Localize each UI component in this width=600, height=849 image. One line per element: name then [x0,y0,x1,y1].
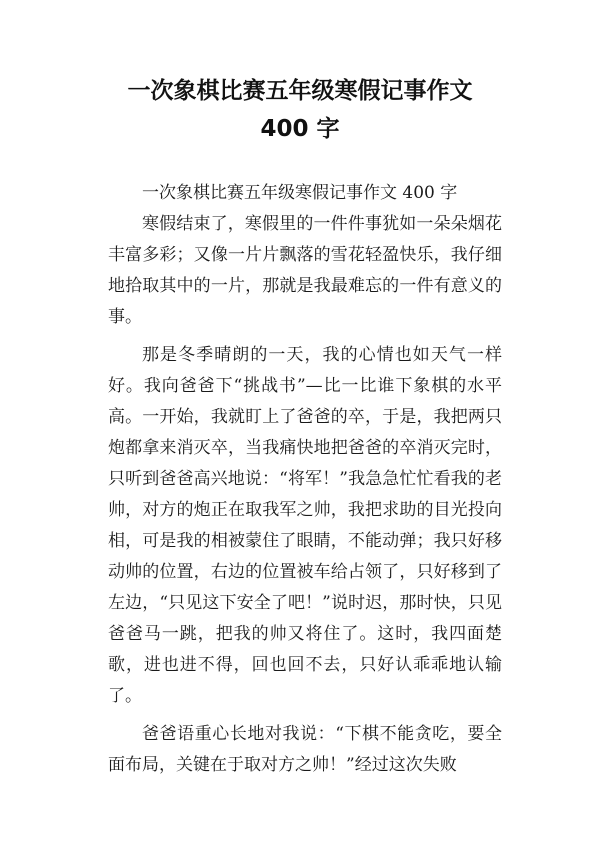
paragraph-subtitle: 一次象棋比赛五年级寒假记事作文 400 字 [142,183,458,203]
paragraph-1: 寒假结束了，寒假里的一件件事犹如一朵朵烟花丰富多彩；又像一片片飘落的雪花轻盈快乐，我仔细地拾取其中的一片，那就是我最难忘的一件有意义的事。 [108,214,502,327]
document-title [0,72,600,148]
paragraph-2: 那是冬季晴朗的一天，我的心情也如天气一样好。我向爸爸下“挑战书”—比一比谁下象棋的水平高。一开始，我就盯上了爸爸的卒，于是，我把两只炮都拿来消灭卒，当我痛快地把爸爸的卒消灭完时，只听到爸爸高兴地说：“将军！”我急急忙忙看我的老帅，对方的炮正在取我军之帅，我把求助的目光投向相，可是我的相被蒙住了眼睛，不能动弹；我只好移动帅的位置，右边的位置被车给占领了，只好移到了左边，“只见这下安全了吧！”说时迟，那时快，只见爸爸马一跳，把我的帅又将住了。这时，我四面楚歌，进也进不得，回也回不去，只好认乖乖地认输了。 [108,345,502,706]
document-body [108,178,502,788]
title-line-2: 400 字 [260,116,340,142]
paragraph-3: 爸爸语重心长地对我说：“下棋不能贪吃，要全面布局，关键在于取对方之帅！”经过这次失败 [108,724,502,775]
title-line-1: 一次象棋比赛五年级寒假记事作文 [127,78,473,104]
